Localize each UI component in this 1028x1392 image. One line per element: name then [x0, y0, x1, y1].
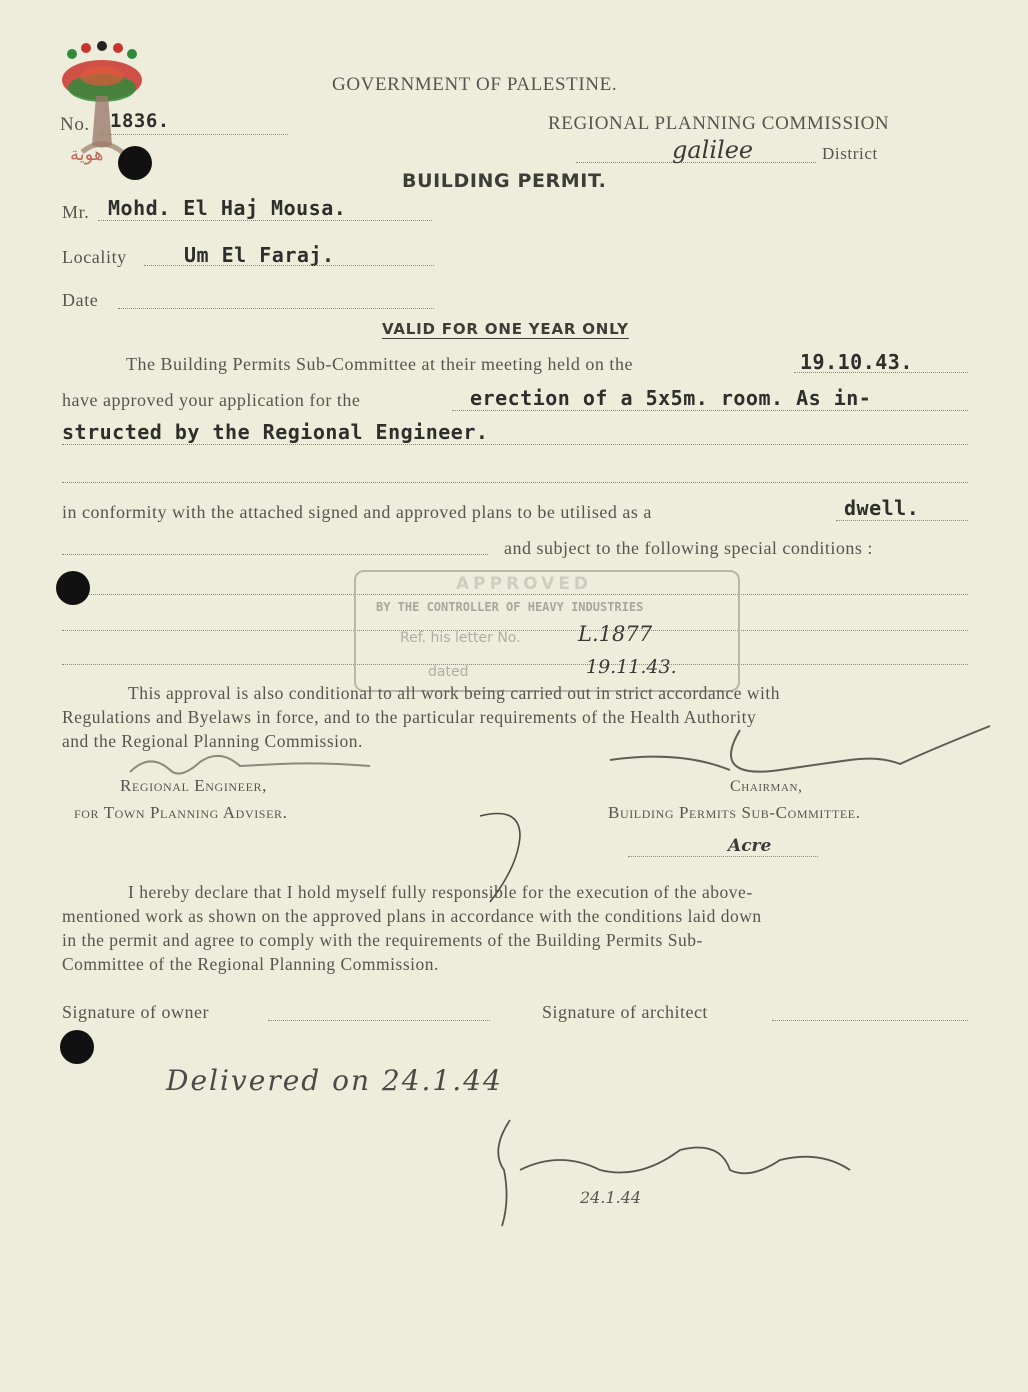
- declaration-line1: I hereby declare that I hold myself fully responsible for the execution of the above-: [128, 882, 753, 902]
- permit-number-value: 1836.: [110, 110, 170, 132]
- receipt-date: 24.1.44: [580, 1188, 642, 1207]
- chairman-place-row: [628, 836, 828, 866]
- conditions-line: [62, 536, 970, 566]
- punch-hole: [60, 1030, 94, 1064]
- district-handwritten: galilee: [672, 136, 754, 164]
- stamp-authority: BY THE CONTROLLER OF HEAVY INDUSTRIES: [376, 600, 644, 614]
- date-row: [62, 290, 442, 320]
- recipient-label: Mr.: [62, 202, 90, 222]
- purpose-part2: structed by the Regional Engineer.: [62, 420, 489, 444]
- declaration-line2: mentioned work as shown on the approved plans in accordance with the conditions laid down: [62, 906, 762, 926]
- government-heading: GOVERNMENT OF PALESTINE.: [332, 74, 618, 95]
- stamp-approved: APPROVED: [456, 574, 593, 594]
- conditions-text: and subject to the following special conditions :: [504, 538, 873, 558]
- meeting-line: [62, 352, 970, 382]
- blank-line: [62, 482, 968, 483]
- conformity-line: [62, 496, 970, 530]
- punch-hole: [56, 571, 90, 605]
- application-line: [62, 388, 970, 418]
- owner-signature-row: [62, 1000, 502, 1030]
- recipient-row: [62, 196, 442, 226]
- meeting-date: 19.10.43.: [800, 350, 913, 374]
- engineer-title: Regional Engineer,: [120, 776, 268, 795]
- declaration-line3: in the permit and agree to comply with the requirements of the Building Permits Sub-: [62, 930, 703, 950]
- stamp-ref-value: L.1877: [578, 622, 653, 646]
- chairman-place: Acre: [728, 836, 772, 856]
- owner-signature-label: Signature of owner: [62, 1002, 209, 1022]
- locality-label: Locality: [62, 247, 127, 267]
- stamp-dated-label: dated: [428, 664, 469, 680]
- stamp-ref-label: Ref. his letter No.: [400, 630, 521, 646]
- use-value: dwell.: [844, 496, 920, 520]
- district-label: District: [822, 144, 878, 163]
- stamp-dated-value: 19.11.43.: [586, 656, 677, 678]
- architect-signature-row: [542, 1000, 972, 1030]
- engineer-subtitle: for Town Planning Adviser.: [74, 803, 288, 822]
- chairman-subtitle: Building Permits Sub-Committee.: [608, 803, 861, 822]
- punch-hole: [118, 146, 152, 180]
- chairman-title: Chairman,: [730, 778, 803, 795]
- locality-row: [62, 243, 442, 273]
- architect-signature-label: Signature of architect: [542, 1002, 708, 1022]
- meeting-text: The Building Permits Sub-Committee at their meeting held on the: [126, 354, 633, 374]
- approval-paragraph-line2: Regulations and Byelaws in force, and to the particular requirements of the Health Authority: [62, 707, 757, 727]
- permit-number-row: [60, 110, 290, 140]
- declaration-line4: Committee of the Regional Planning Commission.: [62, 954, 439, 974]
- logo-text: هوية: [70, 144, 104, 165]
- locality-value: Um El Faraj.: [184, 243, 335, 267]
- conformity-text: in conformity with the attached signed and approved plans to be utilised as a: [62, 502, 652, 522]
- recipient-name: Mohd. El Haj Mousa.: [108, 196, 347, 220]
- delivered-note: Delivered on 24.1.44: [166, 1064, 503, 1097]
- purpose-line: [62, 420, 970, 450]
- approval-paragraph-line3: and the Regional Planning Commission.: [62, 731, 363, 751]
- permit-title: BUILDING PERMIT.: [402, 170, 607, 192]
- commission-heading: REGIONAL PLANNING COMMISSION: [548, 113, 890, 134]
- district-line: [576, 136, 896, 170]
- purpose-part1: erection of a 5x5m. room. As in-: [470, 386, 872, 410]
- application-text: have approved your application for the: [62, 390, 361, 410]
- receipt-signature-scribble: [480, 1110, 880, 1230]
- permit-number-label: No.: [60, 114, 90, 135]
- approval-paragraph-line1: This approval is also conditional to all work being carried out in strict accordance with: [128, 683, 780, 703]
- date-label: Date: [62, 290, 99, 310]
- validity-note: VALID FOR ONE YEAR ONLY: [382, 320, 629, 338]
- approval-stamp: [354, 570, 740, 692]
